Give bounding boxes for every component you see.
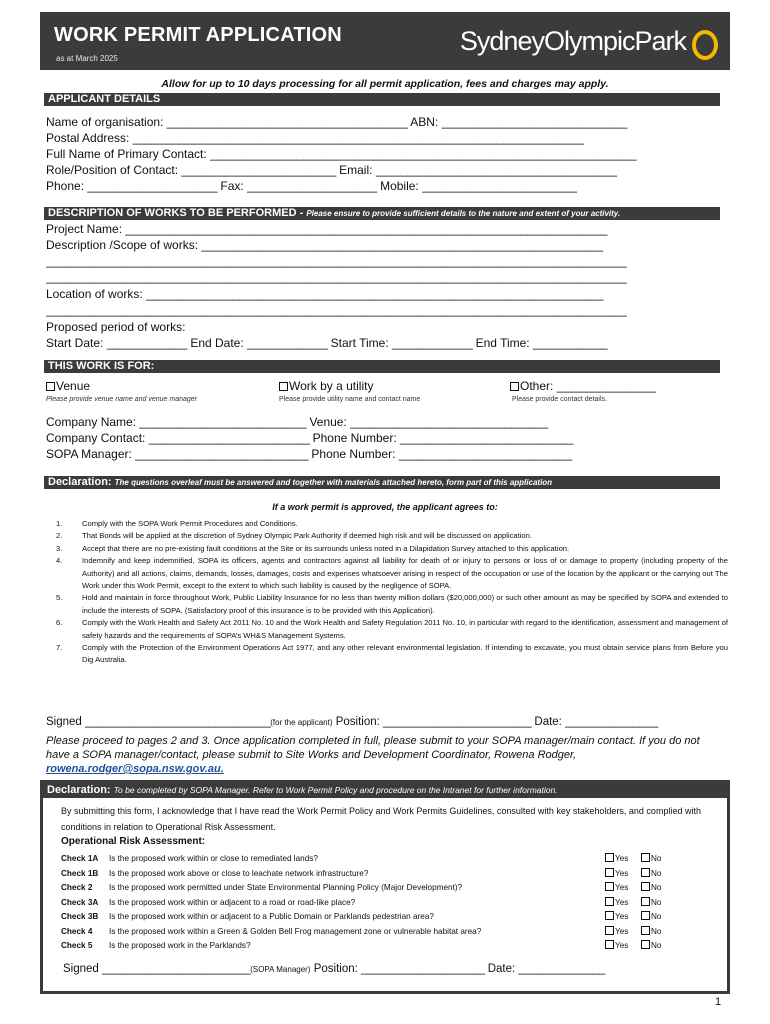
applicant-signature-field[interactable]: ______________________________ (85, 714, 271, 728)
applicant-position-field[interactable]: ________________________ (383, 714, 532, 728)
yes-checkbox[interactable] (605, 882, 614, 891)
yes-option[interactable]: Yes (605, 910, 628, 923)
date-label: Date: (534, 716, 562, 728)
yes-option[interactable]: Yes (605, 852, 628, 865)
company-contact-row (46, 431, 722, 445)
declaration-band (44, 476, 720, 489)
location-row (46, 287, 722, 301)
utility-checkbox[interactable] (279, 382, 288, 391)
no-option[interactable]: No (641, 867, 661, 880)
scope-line-3[interactable]: ______________________________________________________________________________________________ (46, 270, 627, 284)
page-header (40, 12, 730, 70)
proceed-text: Please proceed to pages 2 and 3. Once application completed in full, please submit to your SOPA manager/main contact. If you do not have a SOPA manager/contact, please submit to Site Works and Development Coordinator, Rowena Rodger, (46, 735, 700, 761)
sopa-signature-field[interactable]: ________________________ (102, 961, 251, 975)
signed-note: (for the applicant) (270, 718, 333, 727)
sopa-position-field[interactable]: ____________________ (361, 961, 485, 975)
organisation-row (46, 115, 722, 129)
list-item: 5. Hold and maintain in force throughout Work, Public Liability Insurance for no less than twenty million dollars ($20,000,000) or such other amount as may be specified by SOPA and extended to include the interests of SOPA. (Satisfactory proof of this insurance is to be provided with this Application). (56, 593, 728, 615)
form-version-date: as at March 2025 (56, 54, 118, 63)
form-title: WORK PERMIT APPLICATION (54, 24, 342, 46)
yes-checkbox[interactable] (605, 868, 614, 877)
utility-option[interactable] (279, 379, 479, 393)
other-field[interactable]: ________________ (556, 379, 656, 393)
end-date-label: End Date: (190, 336, 244, 350)
other-hint: Please provide contact details. (512, 396, 607, 403)
project-label: Project Name: (46, 222, 123, 236)
applicant-signature-row (46, 714, 726, 728)
role-field[interactable]: _________________________ (181, 163, 336, 177)
no-checkbox[interactable] (641, 853, 650, 862)
start-date-label: Start Date: (46, 336, 104, 350)
phone-number-field[interactable]: ____________________________ (400, 431, 573, 445)
postal-label: Postal Address: (46, 131, 130, 145)
yes-option[interactable]: Yes (605, 896, 628, 909)
yes-checkbox[interactable] (605, 897, 614, 906)
utility-option-label: Work by a utility (289, 379, 374, 393)
sopa-band-title: Declaration: (47, 784, 111, 796)
end-time-field[interactable]: ____________ (532, 336, 608, 350)
no-checkbox[interactable] (641, 926, 650, 935)
applicant-details-band: APPLICANT DETAILS (44, 93, 720, 106)
submission-email-link[interactable]: rowena.rodger@sopa.nsw.gov.au. (46, 763, 224, 775)
list-item: 1. Comply with the SOPA Work Permit Procedures and Conditions. (56, 519, 298, 528)
scope-field[interactable]: _________________________________________________________________ (201, 238, 603, 252)
yes-checkbox[interactable] (605, 926, 614, 935)
no-checkbox[interactable] (641, 911, 650, 920)
company-contact-label: Company Contact: (46, 431, 146, 445)
yes-checkbox[interactable] (605, 940, 614, 949)
page-number: 1 (715, 996, 722, 1008)
venue-option[interactable] (46, 379, 266, 393)
works-band-title: DESCRIPTION OF WORKS TO BE PERFORMED - (48, 207, 304, 219)
works-band-hint: Please ensure to provide sufficient details to the nature and extent of your activity. (306, 209, 621, 218)
email-field[interactable]: _______________________________________ (375, 163, 617, 177)
end-time-label: End Time: (475, 336, 530, 350)
start-time-label: Start Time: (330, 336, 389, 350)
other-option[interactable] (510, 379, 722, 393)
start-time-field[interactable]: _____________ (392, 336, 473, 350)
mobile-field[interactable]: _________________________ (422, 179, 577, 193)
sopa-signature-row (63, 961, 605, 975)
check-row: Check 3A Is the proposed work within or adjacent to a road or road-like place? Yes No (61, 898, 662, 907)
sopa-band-hint: To be completed by SOPA Manager. Refer to Work Permit Policy and procedure on the Intranet for further information. (113, 785, 558, 795)
email-label: Email: (339, 163, 373, 177)
project-field[interactable]: ______________________________________________________________________________ (125, 222, 607, 236)
scope-label: Description /Scope of works: (46, 238, 199, 252)
no-option[interactable]: No (641, 881, 661, 894)
role-row (46, 163, 722, 177)
list-item: 2. That Bonds will be applied at the discretion of Sydney Olympic Park Authority if deemed high risk and will be discussed on application. (56, 531, 532, 541)
location-field[interactable]: __________________________________________________________________________ (146, 287, 603, 301)
signed-label: Signed (46, 716, 82, 728)
dates-row (46, 336, 722, 350)
company-name-field[interactable]: ___________________________ (139, 415, 307, 429)
list-item: 4. Indemnify and keep indemnified, SOPA its officers, agents and contractors against all liability for death of or injury to persons or loss of or damage to property (including property of the Authority) and all actions, claims, demands, losses, damages, costs and expenses whatsoever arising in respect of the occupation or use of the location by the applicant or the carrying out The Work under this Work Permit, except to the extent to which such liability is caused by the negligence of SOPA. (56, 556, 728, 591)
fax-label: Fax: (220, 179, 244, 193)
scope-row (46, 238, 722, 252)
sopa-manager-field[interactable]: ____________________________ (135, 447, 309, 461)
yes-option[interactable]: Yes (605, 867, 628, 880)
no-option[interactable]: No (641, 939, 661, 952)
start-date-field[interactable]: _____________ (106, 336, 187, 350)
postal-field[interactable]: _________________________________________________________________________ (132, 131, 584, 145)
proceed-instructions (46, 734, 726, 776)
venue-checkbox[interactable] (46, 382, 55, 391)
postal-row (46, 131, 722, 145)
sopa-date-field[interactable]: ______________ (518, 961, 605, 975)
yes-checkbox[interactable] (605, 853, 614, 862)
abn-field[interactable]: ______________________________ (441, 115, 627, 129)
sopa-date-label: Date: (487, 963, 516, 975)
applicant-date-field[interactable]: _______________ (565, 714, 658, 728)
location-line-2[interactable]: ______________________________________________________________________________________________ (46, 303, 627, 317)
end-date-field[interactable]: _____________ (247, 336, 328, 350)
phone-number-label: Phone Number: (312, 431, 397, 445)
check-row: Check 3B Is the proposed work within or adjacent to a Public Domain or Parklands pedestrian area? Yes No (61, 912, 662, 921)
sopa-position-label: Position: (313, 963, 358, 975)
yes-option[interactable]: Yes (605, 881, 628, 894)
abn-label: ABN: (410, 115, 439, 129)
work-for-band: THIS WORK IS FOR: (44, 360, 720, 373)
sopa-signed-note: (SOPA Manager) (250, 965, 311, 974)
mobile-label: Mobile: (380, 179, 419, 193)
no-checkbox[interactable] (641, 897, 650, 906)
fax-field[interactable]: _____________________ (247, 179, 377, 193)
check-row: Check 1A Is the proposed work within or close to remediated lands? Yes No (61, 854, 662, 863)
sopa-signed-label: Signed (63, 963, 99, 975)
utility-hint: Please provide utility name and contact name (279, 396, 421, 403)
contact-field[interactable]: _____________________________________________________________________ (210, 147, 637, 161)
sopa-declaration-band (43, 783, 727, 798)
venue-hint: Please provide venue name and venue manager (46, 396, 197, 403)
no-option[interactable]: No (641, 896, 661, 909)
role-label: Role/Position of Contact: (46, 163, 179, 177)
organisation-field[interactable]: _______________________________________ (166, 115, 408, 129)
check-row: Check 2 Is the proposed work permitted under State Environmental Planning Policy (Major Development)? Yes No (61, 883, 662, 892)
check-row: Check 1B Is the proposed work above or close to leachate network infrastructure? Yes No (61, 869, 662, 878)
no-option[interactable]: No (641, 925, 661, 938)
list-item: 7. Comply with the Protection of the Environment Operations Act 1977, and any other relevant environmental legislation. If intending to excavate, you must obtain service plans from Before you Dig Australia. (56, 643, 728, 665)
check-row: Check 4 Is the proposed work within a Green & Golden Bell Frog management zone or vulnerable habitat area? Yes No (61, 927, 662, 936)
organisation-label: Name of organisation: (46, 115, 164, 129)
phone-number2-field[interactable]: ____________________________ (398, 447, 572, 461)
sopa-manager-label: SOPA Manager: (46, 447, 132, 461)
conditions-list (56, 518, 728, 667)
yes-option[interactable]: Yes (605, 939, 628, 952)
scope-line-2[interactable]: ______________________________________________________________________________________________ (46, 254, 627, 268)
company-name-row (46, 415, 722, 429)
project-row (46, 222, 722, 236)
other-checkbox[interactable] (510, 382, 519, 391)
position-label: Position: (335, 716, 380, 728)
no-option[interactable]: No (641, 852, 661, 865)
sopa-manager-row (46, 447, 722, 461)
logo-ring-icon (692, 30, 718, 60)
no-checkbox[interactable] (641, 882, 650, 891)
no-checkbox[interactable] (641, 940, 650, 949)
period-label: Proposed period of works: (46, 320, 186, 334)
no-option[interactable]: No (641, 910, 661, 923)
processing-note: Allow for up to 10 days processing for all permit application, fees and charges may apply. (161, 78, 609, 90)
venue-option-label: Venue (56, 379, 91, 393)
check-row: Check 5 Is the proposed work in the Parklands? Yes No (61, 941, 662, 950)
contact-row (46, 147, 722, 161)
company-name-label: Company Name: (46, 415, 137, 429)
risk-heading: Operational Risk Assessment: (61, 836, 206, 847)
phone-field[interactable]: _____________________ (87, 179, 218, 193)
sopa-intro: By submitting this form, I acknowledge that I have read the Work Permit Policy and Work Permits Guidelines, consulted with key stakeholders, and complied with conditions in relation to Operational Risk Assessment. (61, 806, 701, 832)
contact-label: Full Name of Primary Contact: (46, 147, 207, 161)
location-label: Location of works: (46, 287, 143, 301)
phone-label: Phone: (46, 179, 85, 193)
yes-checkbox[interactable] (605, 911, 614, 920)
works-description-band (44, 207, 720, 220)
declaration-band-hint: The questions overleaf must be answered and together with materials attached hereto, form part of this application (114, 478, 553, 487)
list-item: 6. Comply with the Work Health and Safety Act 2011 No. 10 and the Work Health and Safety Regulation 2011 No. 10, in particular with regard to the identification, assessment and management of safety hazards and the requirements of SOPA’s WH&S Management Systems. (56, 618, 728, 640)
declaration-band-title: Declaration: (48, 476, 112, 488)
sydney-olympic-park-logo: SydneyOlympicPark (459, 26, 686, 56)
no-checkbox[interactable] (641, 868, 650, 877)
phone-number2-label: Phone Number: (311, 447, 396, 461)
list-item: 3. Accept that there are no pre-existing fault conditions at the Site or its surrounds unless noted in a Dilapidation Survey attached to this application. (56, 543, 570, 553)
venue-field-label: Venue: (309, 415, 347, 429)
phone-row (46, 179, 722, 193)
other-option-label: Other: (520, 379, 554, 393)
venue-field[interactable]: ________________________________ (350, 415, 548, 429)
company-contact-field[interactable]: __________________________ (148, 431, 310, 445)
sopa-declaration-box (40, 780, 730, 994)
yes-option[interactable]: Yes (605, 925, 628, 938)
agree-heading: If a work permit is approved, the applicant agrees to: (272, 502, 498, 512)
